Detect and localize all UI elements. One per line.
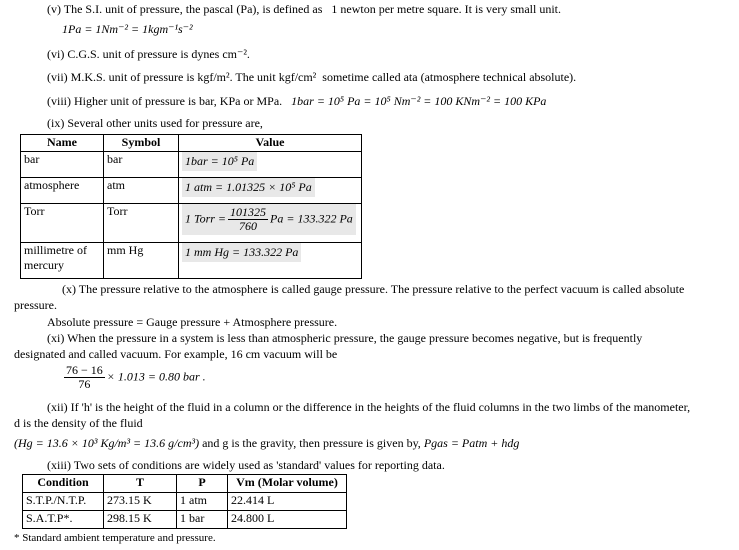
table-row: S.A.T.P*. 298.15 K 1 bar 24.800 L [23, 511, 347, 529]
table-row: millimetre of mercury mm Hg 1 mm Hg = 133.322 Pa [21, 243, 362, 279]
line-ix-other-units: (ix) Several other units used for pressure are, [47, 116, 263, 130]
conditions-table: Condition T P Vm (Molar volume) S.T.P./N.T.P. 273.15 K 1 atm 22.414 L S.A.T.P*. 298.15 K 1 bar 24.800 L [22, 474, 347, 529]
table-row: bar bar 1bar = 10⁵ Pa [21, 152, 362, 178]
line-xii-equation: (Hg = 13.6 × 10³ Kg/m³ = 13.6 g/cm³) and g is the gravity, then pressure is given by, Pgas = Patm + hdg [14, 436, 520, 450]
footnote: * Standard ambient temperature and pressure. [14, 532, 216, 544]
header-name: Name [21, 135, 104, 152]
line-viii-higher-unit: (viii) Higher unit of pressure is bar, KPa or MPa. 1bar = 10⁵ Pa = 10⁵ Nm⁻² = 100 KNm⁻² = 100 KPa [47, 94, 547, 108]
line-absolute: Absolute pressure = Gauge pressure + Atmosphere pressure. [47, 315, 338, 329]
units-table [20, 134, 362, 279]
line-vi-cgs: (vi) C.G.S. unit of pressure is dynes cm⁻². [47, 47, 250, 61]
table-row: Torr Torr 1 Torr = $\frac{101325}{760}$ Pa = 133.322 Pa [21, 204, 362, 243]
header-value: Value [179, 135, 362, 152]
equation-vacuum: $\frac{76 - 16}{76}$ × 1.013 = 0.80 bar . [66, 363, 206, 391]
line-xi-vacuum: (xi) When the pressure in a system is less than atmospheric pressure, the gauge pressure becomes negative, but is frequently [47, 331, 643, 345]
header-symbol: Symbol [104, 135, 179, 152]
table-row: atmosphere atm 1 atm = 1.01325 × 10⁵ Pa [21, 178, 362, 204]
table-row: S.T.P./N.T.P. 273.15 K 1 atm 22.414 L [23, 493, 347, 511]
line-xii-cont: d is the density of the fluid [14, 416, 143, 430]
line-xii-height: (xii) If 'h' is the height of the fluid in a column or the difference in the heights of the fluid columns in the two limbs of the manometer, [47, 400, 691, 414]
line-v-si-unit: (v) The S.I. unit of pressure, the pascal (Pa), is defined as 1 newton per metre square. It is very small unit. [47, 2, 561, 16]
line-xiii-standard: (xiii) Two sets of conditions are widely used as 'standard' values for reporting data. [47, 458, 445, 472]
line-xi-cont: designated and called vacuum. For example, 16 cm vacuum will be [14, 347, 338, 361]
line-x-cont: pressure. [14, 298, 57, 312]
line-vii-mks: (vii) M.K.S. unit of pressure is kgf/m². The unit kgf/cm² sometime called ata (atmosphere technical absolute). [47, 70, 577, 84]
line-x-gauge: (x) The pressure relative to the atmosphere is called gauge pressure. The pressure relative to the perfect vacuum is called absolute [62, 282, 685, 296]
equation-pascal: 1Pa = 1Nm⁻² = 1kgm⁻¹s⁻² [62, 22, 193, 36]
